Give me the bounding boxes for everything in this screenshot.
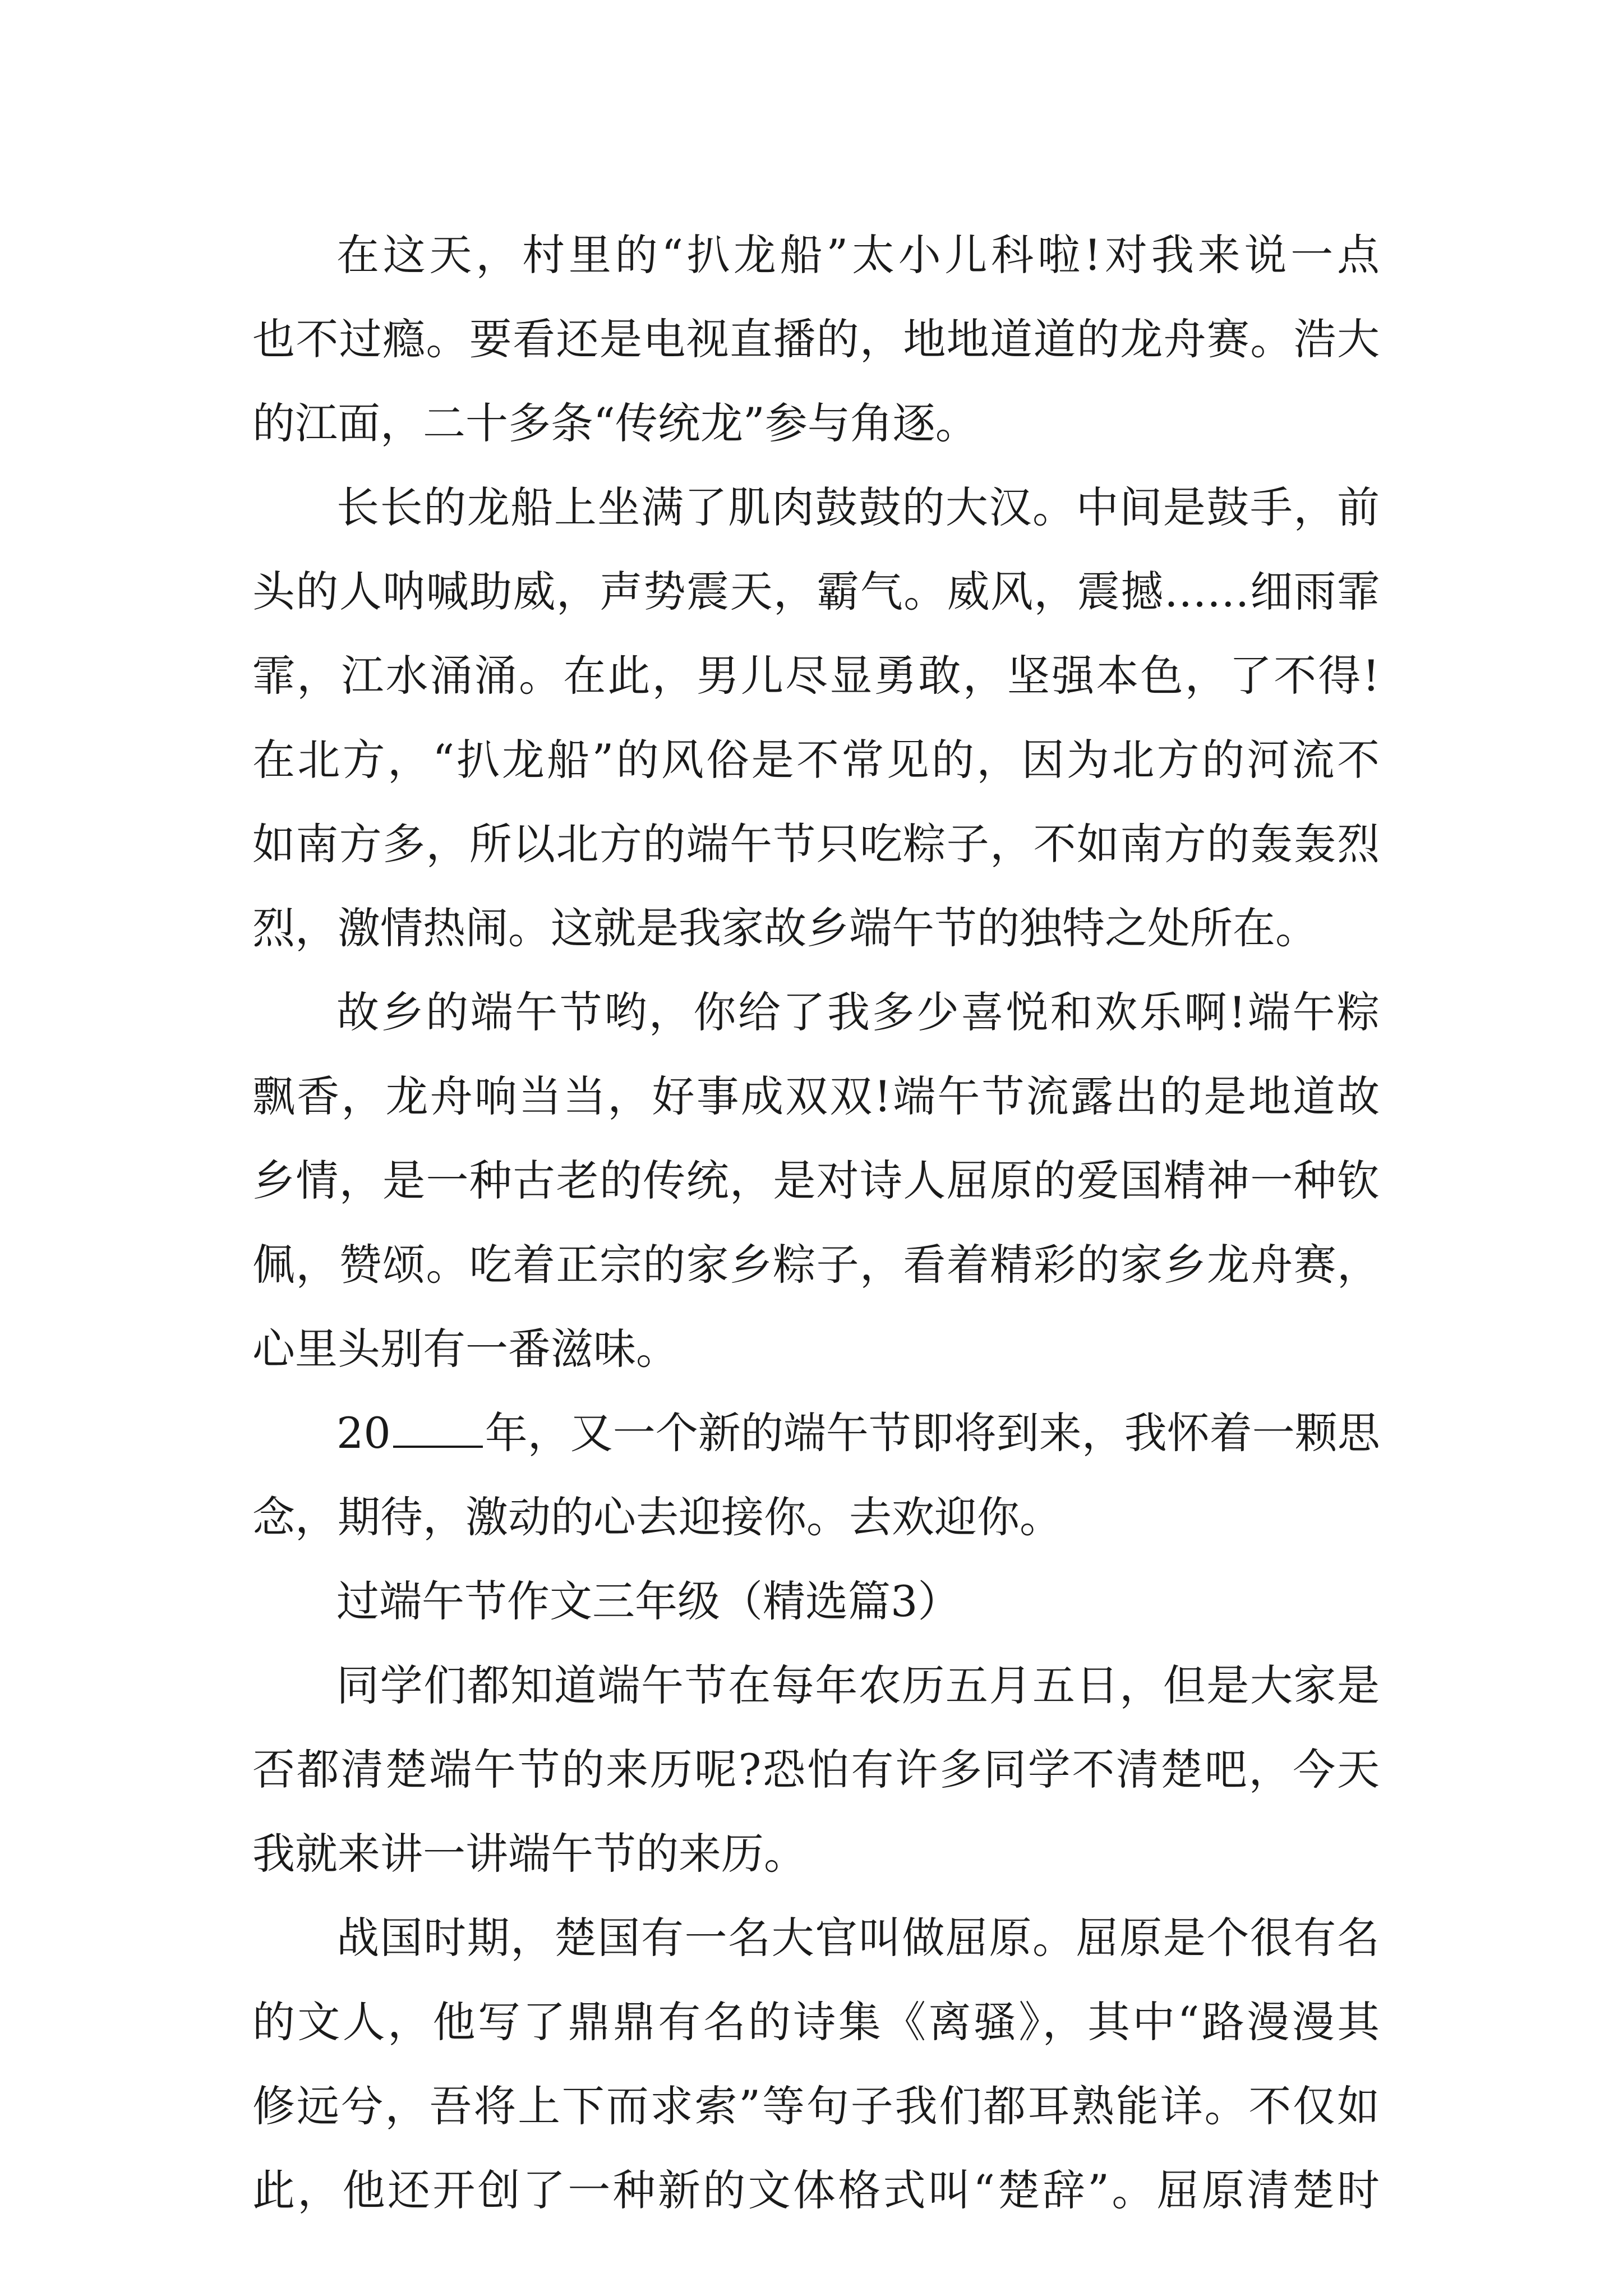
text-line-with-blank [252, 1391, 1380, 1475]
year-rest: 年，又一个新的端午节即将到来，我怀着一颗思 [485, 1408, 1380, 1458]
text-line: 乡情，是一种古老的传统，是对诗人屈原的爱国精神一种钦 [252, 1156, 1380, 1205]
text-line: 我就来讲一讲端午节的来历。 [252, 1829, 806, 1879]
text-line: 如南方多，所以北方的端午节只吃粽子，不如南方的轰轰烈 [252, 819, 1380, 869]
text-line: 头的人呐喊助威，声势震天，霸气。威风，震撼……细雨霏 [252, 567, 1380, 616]
fill-in-blank [393, 1409, 483, 1448]
document-body [252, 213, 1380, 2233]
text-line: 的江面，二十多条“传统龙”参与角逐。 [252, 398, 978, 448]
text-line: 否都清楚端午节的来历呢?恐怕有许多同学不清楚吧，今天 [252, 1745, 1380, 1795]
text-line: 在北方，“扒龙船”的风俗是不常见的，因为北方的河流不 [252, 735, 1380, 785]
text-line: 佩，赞颂。吃着正宗的家乡粽子，看着精彩的家乡龙舟赛， [252, 1240, 1380, 1290]
text-line: 长长的龙船上坐满了肌肉鼓鼓的大汉。中间是鼓手，前 [336, 482, 1380, 532]
text-line: 心里头别有一番滋味。 [252, 1324, 679, 1374]
text-line: 的文人，他写了鼎鼎有名的诗集《离骚》，其中“路漫漫其 [252, 1997, 1380, 2047]
text-line: 在这天，村里的“扒龙船”太小儿科啦!对我来说一点 [336, 230, 1380, 280]
text-line: 战国时期，楚国有一名大官叫做屈原。屈原是个很有名 [336, 1913, 1380, 1963]
text-line: 修远兮，吾将上下而求索”等句子我们都耳熟能详。不仅如 [252, 2081, 1380, 2131]
text-line: 此，他还开创了一种新的文体格式叫“楚辞”。屈原清楚时 [252, 2165, 1380, 2215]
text-line: 飘香，龙舟响当当，好事成双双!端午节流露出的是地道故 [252, 1071, 1380, 1121]
text-line: 念，期待，激动的心去迎接你。去欢迎你。 [252, 1492, 1062, 1542]
text-line: 也不过瘾。要看还是电视直播的，地地道道的龙舟赛。浩大 [252, 314, 1380, 364]
text-line: 同学们都知道端午节在每年农历五月五日，但是大家是 [336, 1660, 1380, 1710]
text-line: 霏，江水涌涌。在此，男儿尽显勇敢，坚强本色，了不得! [252, 651, 1380, 701]
year-prefix: 20 [336, 1408, 391, 1458]
section-title: 过端午节作文三年级（精选篇3） [336, 1576, 961, 1626]
text-line: 烈，激情热闹。这就是我家故乡端午节的独特之处所在。 [252, 903, 1318, 953]
text-line: 故乡的端午节哟，你给了我多少喜悦和欢乐啊!端午粽 [336, 987, 1380, 1037]
